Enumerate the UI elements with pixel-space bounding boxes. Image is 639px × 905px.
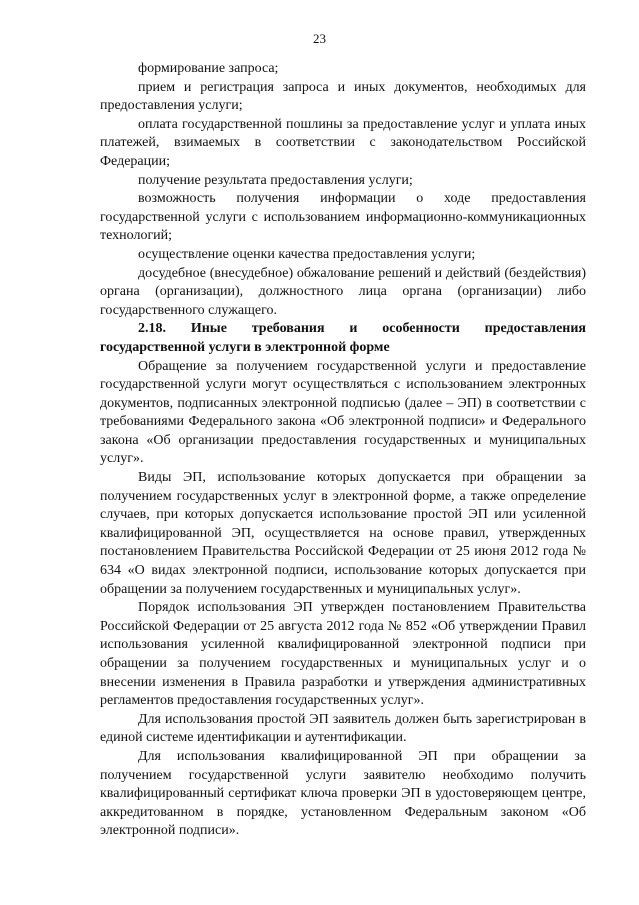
list-item: осуществление оценки качества предоставления услуги; <box>138 246 476 262</box>
section-title: Иные требования и особенности предоставления государственной услуги в электронной форме <box>100 321 586 355</box>
list-item: возможность получения информации о ходе предоставления государственной услуги с использованием информационно-коммуникационных технологий; <box>100 191 586 244</box>
section-heading <box>100 320 586 357</box>
document-body <box>100 60 586 841</box>
paragraph: Для использования квалифицированной ЭП при обращении за получением государственной услуги заявителю необходимо получить квалифицированный сертификат ключа проверки ЭП в удостоверяющем центре, аккредитованном в порядке, установленном Федеральным законом «Об электронной подписи». <box>100 748 586 839</box>
paragraph: Обращение за получением государственной услуги и предоставление государственной услуги могут осуществляться с использованием электронных документов, подписанных электронной подписью (далее – ЭП) в соответствии с требованиями Федерального закона «Об электронной подписи» и Федерального закона «Об организации предоставления государственных и муниципальных услуг». <box>100 358 586 467</box>
list-item: формирование запроса; <box>138 61 279 76</box>
section-number: 2.18. <box>138 321 166 337</box>
paragraph: Для использования простой ЭП заявитель должен быть зарегистрирован в единой системе идентификации и аутентификации. <box>100 711 586 746</box>
list-item: прием и регистрация запроса и иных документов, необходимых для предоставления услуги; <box>100 79 586 114</box>
paragraph: Порядок использования ЭП утвержден постановлением Правительства Российской Федерации от 25 августа 2012 года № 852 «Об утверждении Правил использования усиленной квалифицированной электронной подписи при обращении за получением государственных и муниципальных услуг и о внесении изменения в Правила разработки и утверждения административных регламентов предоставления государственных услуг». <box>100 600 586 709</box>
paragraph: Виды ЭП, использование которых допускается при обращении за получением государственных услуг в электронной форме, а также определение случаев, при которых допускается использование простой ЭП или усиленной квалифицированной ЭП, осуществляется на основе правил, утвержденных постановлением Правительства Российской Федерации от 25 июня 2012 года № 634 «О видах электронной подписи, использование которых допускается при обращении за получением государственных и муниципальных услуг». <box>100 470 586 597</box>
page-number: 23 <box>313 31 326 46</box>
list-item: получение результата предоставления услуги; <box>138 172 413 188</box>
list-item: оплата государственной пошлины за предоставление услуг и уплата иных платежей, взимаемых в соответствии с законодательством Российской Федерации; <box>100 116 586 169</box>
list-item: досудебное (внесудебное) обжалование решений и действий (бездействия) органа (организации), должностного лица органа (организации) либо государственного служащего. <box>100 265 586 318</box>
